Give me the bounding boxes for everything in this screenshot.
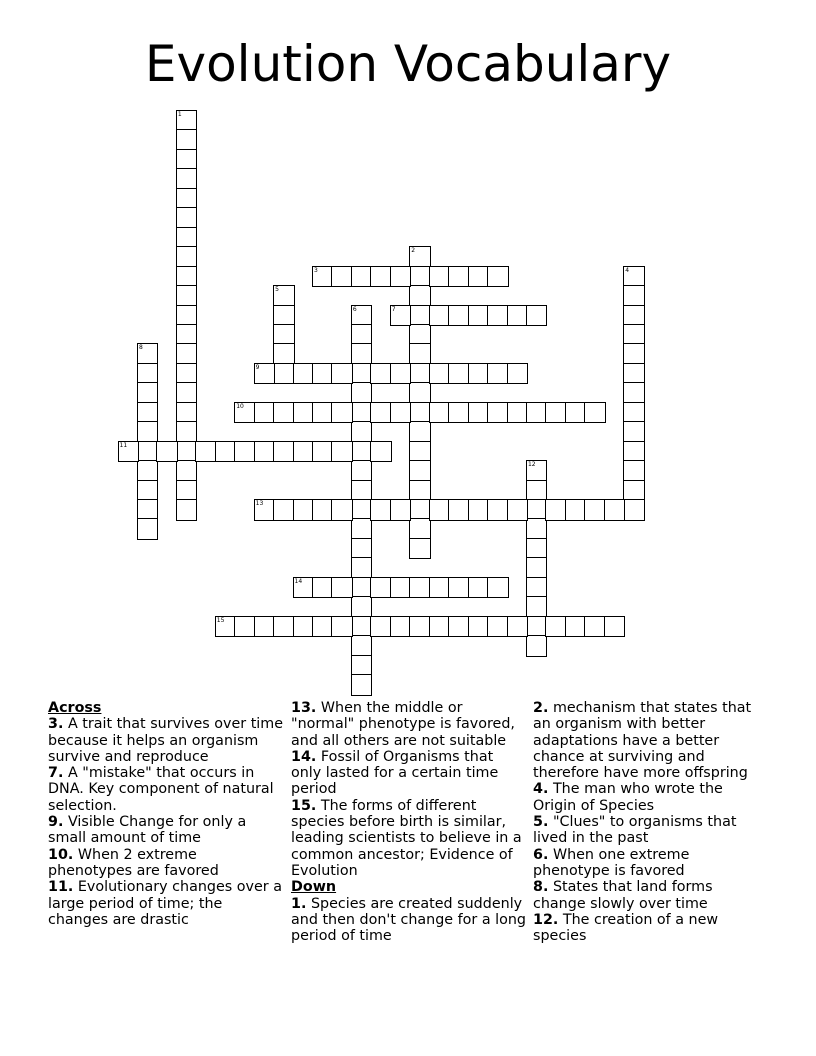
crossword-cell[interactable] <box>390 363 412 385</box>
crossword-cell[interactable] <box>487 266 509 288</box>
crossword-cell[interactable] <box>176 129 198 151</box>
crossword-cell[interactable] <box>429 363 451 385</box>
clue-text: States that land forms change slowly over time <box>533 879 713 912</box>
crossword-cell[interactable] <box>370 616 392 638</box>
crossword-cell[interactable] <box>351 499 373 521</box>
crossword-cell[interactable] <box>370 266 392 288</box>
crossword-cell[interactable] <box>137 363 159 385</box>
crossword-cell[interactable] <box>370 577 392 599</box>
crossword-cell[interactable] <box>234 402 256 424</box>
crossword-cell[interactable] <box>254 402 276 424</box>
down-heading: Down <box>291 879 337 896</box>
cell-number: 2 <box>411 247 416 255</box>
crossword-cell[interactable] <box>623 285 645 307</box>
crossword-cell[interactable] <box>409 402 431 424</box>
crossword-cell[interactable] <box>409 538 431 560</box>
crossword-cell[interactable] <box>312 363 334 385</box>
cell-number: 7 <box>391 305 396 313</box>
clue-down-5 <box>533 814 769 847</box>
crossword-cell[interactable] <box>176 110 198 132</box>
cell-number: 1 <box>177 111 182 118</box>
crossword-cell[interactable] <box>468 363 490 385</box>
crossword-cell[interactable] <box>545 499 567 521</box>
clue-across-15 <box>291 798 527 879</box>
crossword-cell[interactable] <box>137 480 159 502</box>
crossword-cell[interactable] <box>273 499 295 521</box>
clue-number: 9. <box>48 814 64 831</box>
crossword-cell[interactable] <box>623 363 645 385</box>
clue-text: Species are created suddenly and then don't change for a long period of time <box>291 895 526 945</box>
crossword-cell[interactable] <box>137 518 159 540</box>
crossword-cell[interactable] <box>293 499 315 521</box>
crossword-cell[interactable] <box>351 460 373 482</box>
crossword-cell[interactable] <box>468 266 490 288</box>
crossword-cell[interactable] <box>351 421 373 443</box>
crossword-cell[interactable] <box>176 168 198 190</box>
crossword-cell[interactable] <box>507 305 529 327</box>
clue-number: 8. <box>533 879 549 896</box>
crossword-cell[interactable] <box>370 499 392 521</box>
crossword-cell[interactable] <box>390 402 412 424</box>
crossword-cell[interactable] <box>293 577 315 599</box>
crossword-cell[interactable] <box>312 266 334 288</box>
crossword-cell[interactable] <box>584 499 606 521</box>
crossword-cell[interactable] <box>623 382 645 404</box>
crossword-cell[interactable] <box>312 402 334 424</box>
clue-text: The creation of a new species <box>533 911 719 945</box>
cell-number: 9 <box>255 363 260 371</box>
clue-number: 5. <box>533 814 549 831</box>
crossword-cell[interactable] <box>468 577 490 599</box>
clue-down-6 <box>533 847 769 880</box>
crossword-cell[interactable] <box>176 285 198 307</box>
crossword-cell[interactable] <box>370 441 392 463</box>
crossword-cell[interactable] <box>176 246 198 268</box>
crossword-cell[interactable] <box>565 499 587 521</box>
crossword-cell[interactable] <box>137 343 159 365</box>
crossword-cell[interactable] <box>176 324 198 346</box>
crossword-cell[interactable] <box>565 402 587 424</box>
crossword-cell[interactable] <box>176 480 198 502</box>
clue-number: 1. <box>291 895 307 912</box>
crossword-cell[interactable] <box>448 499 470 521</box>
crossword-cell[interactable] <box>176 305 198 327</box>
crossword-cell[interactable] <box>409 616 431 638</box>
crossword-cell[interactable] <box>176 402 198 424</box>
clue-across-13 <box>291 700 527 749</box>
crossword-cell[interactable] <box>176 266 198 288</box>
crossword-cell[interactable] <box>370 402 392 424</box>
crossword-cell[interactable] <box>215 616 237 638</box>
crossword-cell[interactable] <box>526 538 548 560</box>
crossword-cell[interactable] <box>273 363 295 385</box>
crossword-cell[interactable] <box>351 596 373 618</box>
crossword-cell[interactable] <box>390 266 412 288</box>
crossword-cell[interactable] <box>487 577 509 599</box>
crossword-cell[interactable] <box>468 499 490 521</box>
clue-down-8 <box>533 879 769 912</box>
clue-text: A trait that survives over time because it helps an organism survive and reproduce <box>48 716 284 765</box>
crossword-cell[interactable] <box>331 499 353 521</box>
crossword-cell[interactable] <box>293 616 315 638</box>
crossword-cell[interactable] <box>526 460 548 482</box>
crossword-cell[interactable] <box>526 616 548 638</box>
crossword-cell[interactable] <box>351 441 373 463</box>
crossword-cell[interactable] <box>312 499 334 521</box>
crossword-cell[interactable] <box>176 227 198 249</box>
clue-text: The man who wrote the Origin of Species <box>533 781 723 814</box>
crossword-cell[interactable] <box>331 402 353 424</box>
crossword-cell[interactable] <box>565 616 587 638</box>
crossword-cell[interactable] <box>273 402 295 424</box>
crossword-cell[interactable] <box>176 382 198 404</box>
clue-number: 11. <box>48 879 74 896</box>
crossword-cell[interactable] <box>176 363 198 385</box>
clue-text: mechanism that states that an organism with better adaptations have a better chance at surviving and therefore have more offspring <box>533 700 752 782</box>
clue-number: 7. <box>48 765 64 782</box>
across-heading: Across <box>48 700 102 716</box>
page-title: Evolution Vocabulary <box>144 35 672 93</box>
clue-number: 6. <box>533 846 549 863</box>
clue-text: When 2 extreme phenotypes are favored <box>48 846 219 879</box>
crossword-cell[interactable] <box>176 460 198 482</box>
crossword-cell[interactable] <box>293 402 315 424</box>
crossword-cell[interactable] <box>448 266 470 288</box>
clue-down-2 <box>533 700 769 781</box>
cell-number: 6 <box>352 305 357 313</box>
crossword-cell[interactable] <box>487 616 509 638</box>
crossword-cell[interactable] <box>351 382 373 404</box>
crossword-cell[interactable] <box>545 402 567 424</box>
clue-number: 12. <box>533 911 559 928</box>
crossword-cell[interactable] <box>331 266 353 288</box>
crossword-cell[interactable] <box>351 266 373 288</box>
cell-number: 14 <box>294 577 303 585</box>
clue-across-3 <box>48 716 284 765</box>
crossword-cell[interactable] <box>351 402 373 424</box>
crossword-cell[interactable] <box>623 343 645 365</box>
clue-column-3 <box>533 700 769 944</box>
crossword-cell[interactable] <box>156 441 178 463</box>
crossword-cell[interactable] <box>623 266 645 288</box>
crossword-cell[interactable] <box>254 616 276 638</box>
crossword-cell[interactable] <box>429 402 451 424</box>
clue-text: "Clues" to organisms that lived in the past <box>533 814 737 847</box>
clue-across-9 <box>48 814 284 847</box>
crossword-cell[interactable] <box>448 305 470 327</box>
crossword-cell[interactable] <box>623 402 645 424</box>
clue-down-4 <box>533 781 769 814</box>
crossword-cell[interactable] <box>351 538 373 560</box>
cell-number: 13 <box>255 500 264 507</box>
crossword-cell[interactable] <box>604 499 626 521</box>
crossword-cell[interactable] <box>331 616 353 638</box>
clue-column-2 <box>291 700 527 944</box>
cell-number: 8 <box>138 344 143 352</box>
crossword-cell[interactable] <box>409 343 431 365</box>
crossword-cell[interactable] <box>351 305 373 327</box>
crossword-cell[interactable] <box>176 441 198 463</box>
crossword-cell[interactable] <box>254 441 276 463</box>
crossword-cell[interactable] <box>468 305 490 327</box>
crossword-cell[interactable] <box>254 363 276 385</box>
crossword-cell[interactable] <box>623 305 645 327</box>
crossword-cell[interactable] <box>526 402 548 424</box>
crossword-cell[interactable] <box>409 460 431 482</box>
crossword-cell[interactable] <box>526 518 548 540</box>
clue-down-1 <box>291 896 527 945</box>
crossword-cell[interactable] <box>623 499 645 521</box>
clue-text: The forms of different species before birth is similar, leading scientists to believe in a common ancestor; Evidence of Evolution <box>291 797 522 879</box>
crossword-cell[interactable] <box>312 577 334 599</box>
cell-number: 15 <box>216 616 225 624</box>
crossword-cell[interactable] <box>409 246 431 268</box>
crossword-cell[interactable] <box>331 577 353 599</box>
clue-down-12 <box>533 912 769 945</box>
crossword-cell[interactable] <box>409 324 431 346</box>
crossword-cell[interactable] <box>351 324 373 346</box>
crossword-cell[interactable] <box>234 616 256 638</box>
crossword-cell[interactable] <box>526 499 548 521</box>
crossword-cell[interactable] <box>254 499 276 521</box>
crossword-cell[interactable] <box>390 616 412 638</box>
clue-number: 2. <box>533 700 549 716</box>
crossword-cell[interactable] <box>176 343 198 365</box>
crossword-cell[interactable] <box>390 499 412 521</box>
crossword-cell[interactable] <box>351 674 373 696</box>
crossword-cell[interactable] <box>448 616 470 638</box>
crossword-cell[interactable] <box>137 499 159 521</box>
crossword-cell[interactable] <box>312 616 334 638</box>
crossword-cell[interactable] <box>409 305 431 327</box>
crossword-cell[interactable] <box>351 577 373 599</box>
crossword-cell[interactable] <box>409 480 431 502</box>
crossword-cell[interactable] <box>545 616 567 638</box>
crossword-cell[interactable] <box>487 499 509 521</box>
clue-text: When one extreme phenotype is favored <box>533 846 690 879</box>
crossword-cell[interactable] <box>390 577 412 599</box>
clue-number: 3. <box>48 716 64 733</box>
clue-across-7 <box>48 765 284 814</box>
crossword-cell[interactable] <box>351 655 373 677</box>
crossword-cell[interactable] <box>429 616 451 638</box>
crossword-cell[interactable] <box>331 363 353 385</box>
crossword-cell[interactable] <box>409 421 431 443</box>
clue-number: 10. <box>48 846 74 863</box>
crossword-cell[interactable] <box>215 441 237 463</box>
crossword-cell[interactable] <box>507 363 529 385</box>
crossword-cell[interactable] <box>351 343 373 365</box>
crossword-cell[interactable] <box>468 616 490 638</box>
crossword-cell[interactable] <box>623 480 645 502</box>
crossword-cell[interactable] <box>312 441 334 463</box>
crossword-cell[interactable] <box>468 402 490 424</box>
crossword-cell[interactable] <box>507 499 529 521</box>
crossword-cell[interactable] <box>487 305 509 327</box>
clue-text: Fossil of Organisms that only lasted for a certain time period <box>291 748 499 798</box>
crossword-cell[interactable] <box>234 441 256 463</box>
crossword-cell[interactable] <box>409 363 431 385</box>
crossword-cell[interactable] <box>526 635 548 657</box>
clue-number: 13. <box>291 700 317 716</box>
crossword-cell[interactable] <box>526 557 548 579</box>
crossword-cell[interactable] <box>507 402 529 424</box>
crossword-cell[interactable] <box>273 305 295 327</box>
crossword-cell[interactable] <box>623 421 645 443</box>
crossword-cell[interactable] <box>604 616 626 638</box>
crossword-cell[interactable] <box>351 518 373 540</box>
clue-across-14 <box>291 749 527 798</box>
crossword-cell[interactable] <box>351 557 373 579</box>
crossword-cell[interactable] <box>195 441 217 463</box>
crossword-cell[interactable] <box>448 402 470 424</box>
crossword-cell[interactable] <box>429 266 451 288</box>
crossword-cell[interactable] <box>137 441 159 463</box>
crossword-cell[interactable] <box>584 402 606 424</box>
clue-across-10 <box>48 847 284 880</box>
crossword-cell[interactable] <box>623 324 645 346</box>
crossword-cell[interactable] <box>351 480 373 502</box>
clue-column-1 <box>48 700 284 928</box>
crossword-cell[interactable] <box>409 499 431 521</box>
crossword-cell[interactable] <box>351 616 373 638</box>
crossword-cell[interactable] <box>137 382 159 404</box>
cell-number: 3 <box>314 266 318 274</box>
crossword-cell[interactable] <box>409 441 431 463</box>
crossword-cell[interactable] <box>137 460 159 482</box>
crossword-cell[interactable] <box>507 616 529 638</box>
crossword-cell[interactable] <box>176 149 198 171</box>
crossword-cell[interactable] <box>351 635 373 657</box>
cell-number: 4 <box>625 266 630 274</box>
crossword-cell[interactable] <box>273 343 295 365</box>
crossword-cell[interactable] <box>448 577 470 599</box>
crossword-cell[interactable] <box>429 305 451 327</box>
clue-number: 4. <box>533 781 549 798</box>
crossword-cell[interactable] <box>409 518 431 540</box>
clue-across-11 <box>48 879 284 928</box>
clue-number: 15. <box>291 797 317 814</box>
crossword-cell[interactable] <box>370 363 392 385</box>
crossword-cell[interactable] <box>176 207 198 229</box>
crossword-cell[interactable] <box>273 324 295 346</box>
clue-text: When the middle or "normal" phenotype is favored, and all others are not suitable <box>291 700 515 749</box>
crossword-cell[interactable] <box>409 382 431 404</box>
crossword-cell[interactable] <box>429 577 451 599</box>
crossword-cell[interactable] <box>526 596 548 618</box>
crossword-cell[interactable] <box>623 460 645 482</box>
crossword-cell[interactable] <box>487 402 509 424</box>
cell-number: 11 <box>119 441 128 449</box>
crossword-cell[interactable] <box>526 305 548 327</box>
crossword-cell[interactable] <box>118 441 140 463</box>
crossword-cell[interactable] <box>176 188 198 210</box>
crossword-cell[interactable] <box>429 499 451 521</box>
crossword-cell[interactable] <box>176 421 198 443</box>
clue-number: 14. <box>291 748 317 765</box>
crossword-cell[interactable] <box>526 577 548 599</box>
crossword-cell[interactable] <box>584 616 606 638</box>
crossword-cell[interactable] <box>137 421 159 443</box>
clue-text: Evolutionary changes over a large period of time; the changes are drastic <box>48 879 282 928</box>
cell-number: 5 <box>275 286 279 294</box>
crossword-cell[interactable] <box>623 441 645 463</box>
crossword-cell[interactable] <box>448 363 470 385</box>
crossword-cell[interactable] <box>409 285 431 307</box>
crossword-cell[interactable] <box>176 499 198 521</box>
cell-number: 10 <box>236 402 244 410</box>
crossword-cell[interactable] <box>331 441 353 463</box>
crossword-cell[interactable] <box>293 363 315 385</box>
crossword-cell[interactable] <box>137 402 159 424</box>
crossword-cell[interactable] <box>409 266 431 288</box>
crossword-cell[interactable] <box>293 441 315 463</box>
crossword-cell[interactable] <box>351 363 373 385</box>
crossword-cell[interactable] <box>487 363 509 385</box>
crossword-cell[interactable] <box>273 616 295 638</box>
cell-number: 12 <box>527 461 536 469</box>
clue-text: Visible Change for only a small amount of time <box>48 814 247 847</box>
clue-text: A "mistake" that occurs in DNA. Key component of natural selection. <box>48 765 274 814</box>
crossword-cell[interactable] <box>390 305 412 327</box>
crossword-cell[interactable] <box>526 480 548 502</box>
crossword-cell[interactable] <box>409 577 431 599</box>
crossword-cell[interactable] <box>273 285 295 307</box>
crossword-cell[interactable] <box>273 441 295 463</box>
